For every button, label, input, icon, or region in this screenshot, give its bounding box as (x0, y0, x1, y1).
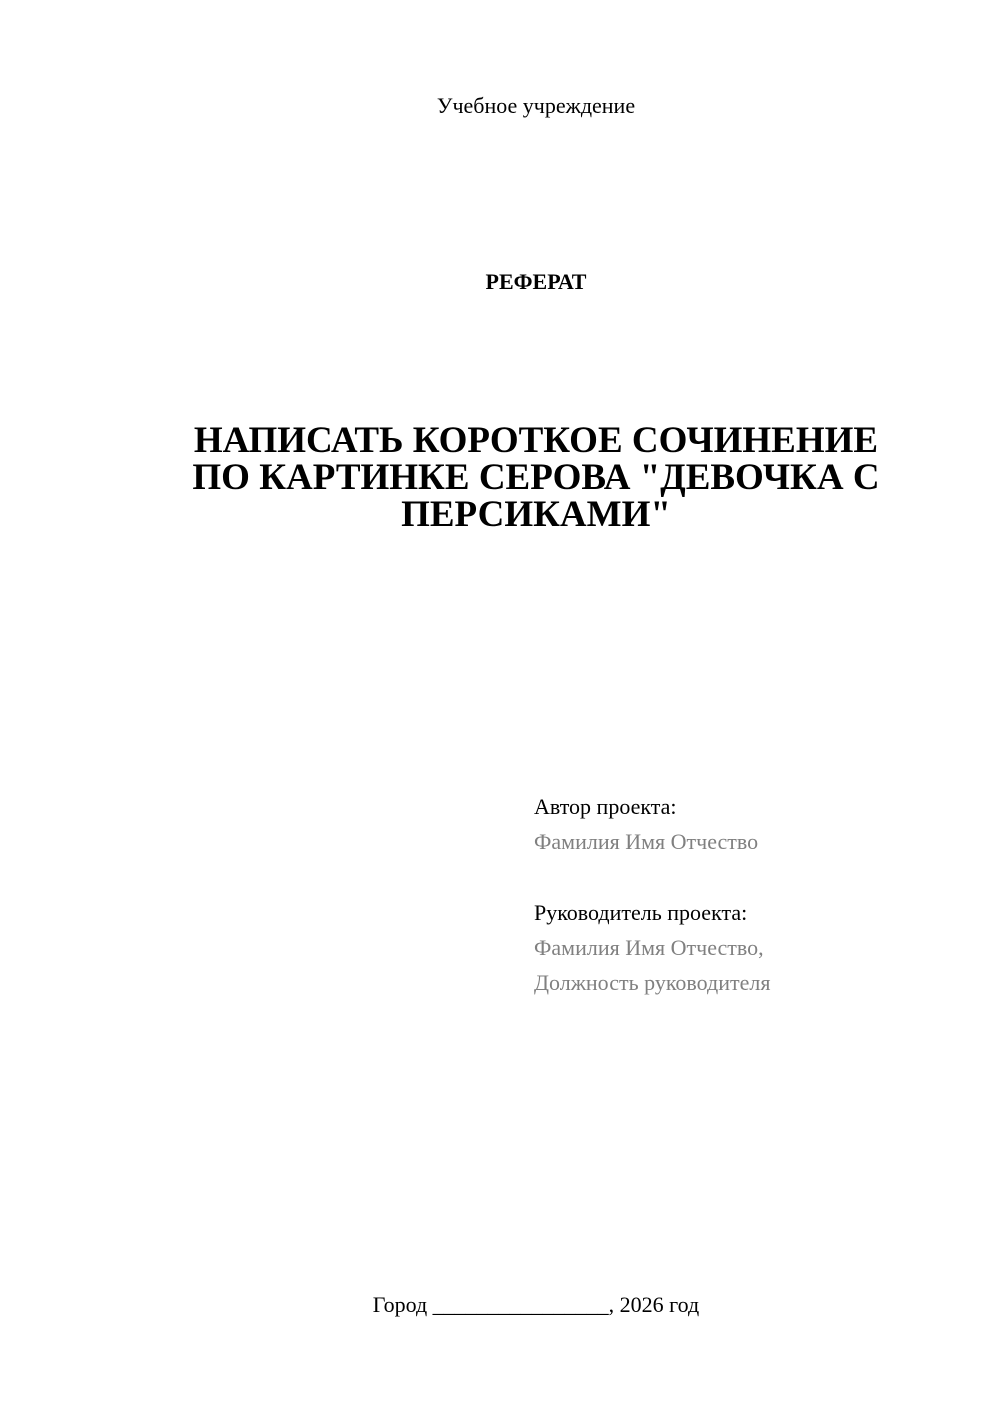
supervisor-label: Руководитель проекта: (534, 900, 748, 925)
supervisor-name-placeholder: Фамилия Имя Отчество, (534, 935, 764, 960)
author-block (534, 789, 974, 1000)
document-type: РЕФЕРАТ (485, 269, 587, 294)
title-line: ПЕРСИКАМИ" (401, 494, 671, 535)
document-title (150, 422, 922, 533)
institution-name: Учебное учреждение (436, 93, 636, 118)
spacer (534, 859, 974, 895)
title-line: НАПИСАТЬ КОРОТКОЕ СОЧИНЕНИЕ (193, 420, 879, 461)
title-line: ПО КАРТИНКЕ СЕРОВА "ДЕВОЧКА С (192, 457, 880, 498)
author-label: Автор проекта: (534, 794, 677, 819)
city-year-line: Город ________________, 2026 год (372, 1292, 700, 1317)
supervisor-position-placeholder: Должность руководителя (534, 970, 771, 995)
author-name-placeholder: Фамилия Имя Отчество (534, 829, 759, 854)
